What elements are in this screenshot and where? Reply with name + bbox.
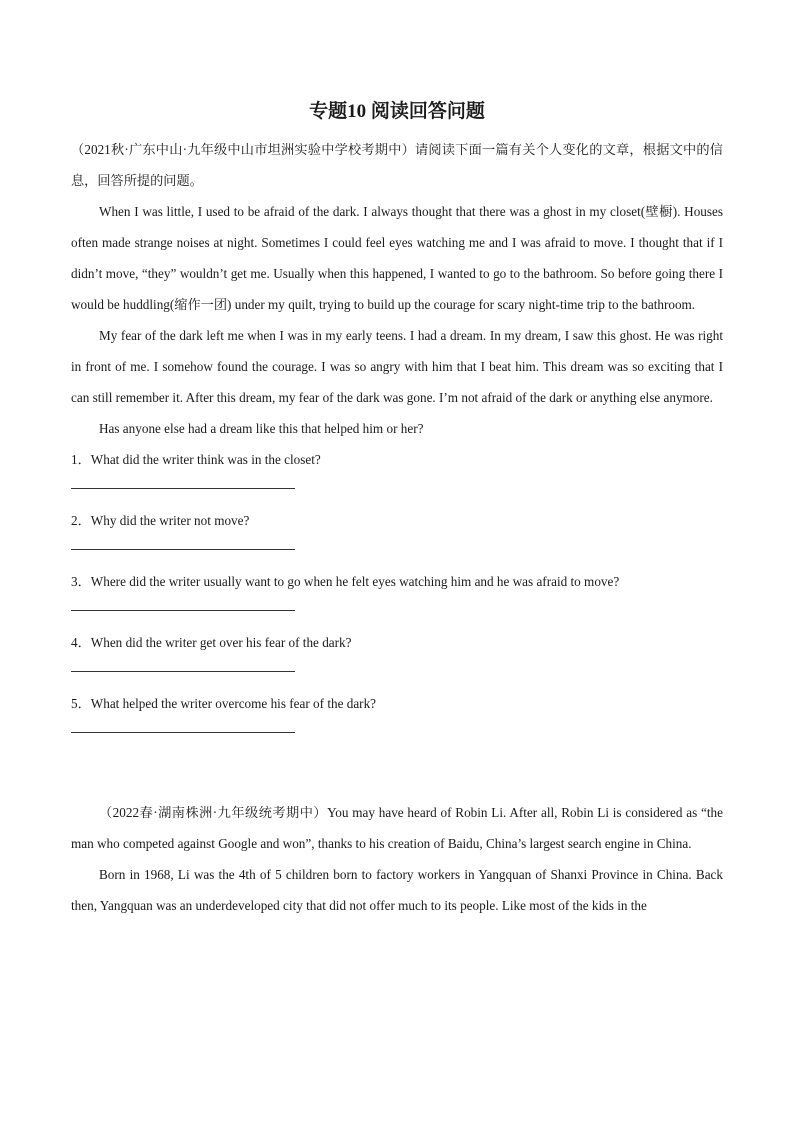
question-5: 5．What helped the writer overcome his fear of the dark?	[71, 696, 377, 711]
section-gap	[71, 755, 723, 797]
document-title: 专题10 阅读回答问题	[309, 101, 485, 122]
answer-line-4[interactable]	[71, 671, 295, 672]
answer-line-5[interactable]	[71, 732, 295, 733]
answer-line-1[interactable]	[71, 488, 295, 489]
passage-1-paragraph-3: Has anyone else had a dream like this that helped him or her?	[99, 421, 424, 436]
answer-line-2[interactable]	[71, 549, 295, 550]
passage-1-paragraph-2: My fear of the dark left me when I was in my early teens. I had a dream. In my dream, I saw this ghost. He was right in front of me. I somehow found the courage. I was so angry with him that I beat him. This dream was so exciting that I can still remember it. After this dream, my fear of the dark was gone. I’m not afraid of the dark or anything else anymore.	[71, 328, 723, 405]
answer-line-3[interactable]	[71, 610, 295, 611]
passage-1-paragraph-1: When I was little, I used to be afraid of the dark. I always thought that there was a ghost in my closet(壁橱). Houses often made strange noises at night. Sometimes I could feel eyes watching me and I was afraid to move. I thought that if I didn’t move, “they” wouldn’t get me. Usually when this happened, I wanted to go to the bathroom. So before going there I would be huddling(缩作一团) under my quilt, trying to build up the courage for scary night-time trip to the bathroom.	[71, 204, 723, 312]
question-2: 2．Why did the writer not move?	[71, 513, 250, 528]
document-page	[71, 100, 723, 921]
passage-2-paragraph-2: Born in 1968, Li was the 4th of 5 children born to factory workers in Yangquan of Shanxi Province in China. Back then, Yangquan was an underdeveloped city that did not offer much to its people. Like most of the kids in the	[71, 867, 723, 913]
question-4: 4．When did the writer get over his fear of the dark?	[71, 635, 352, 650]
passage-2-paragraph-1: （2022春·湖南株洲·九年级统考期中）You may have heard of Robin Li. After all, Robin Li is considered as “the man who competed against Google and won”, thanks to his creation of Baidu, China’s largest search engine in China.	[71, 805, 723, 851]
question-3: 3．Where did the writer usually want to go when he felt eyes watching him and he was afraid to move?	[71, 574, 620, 589]
question-1: 1．What did the writer think was in the closet?	[71, 452, 321, 467]
passage-1-source: （2021秋·广东中山·九年级中山市坦洲实验中学校考期中）请阅读下面一篇有关个人变化的文章，根据文中的信息，回答所提的问题。	[71, 142, 723, 188]
